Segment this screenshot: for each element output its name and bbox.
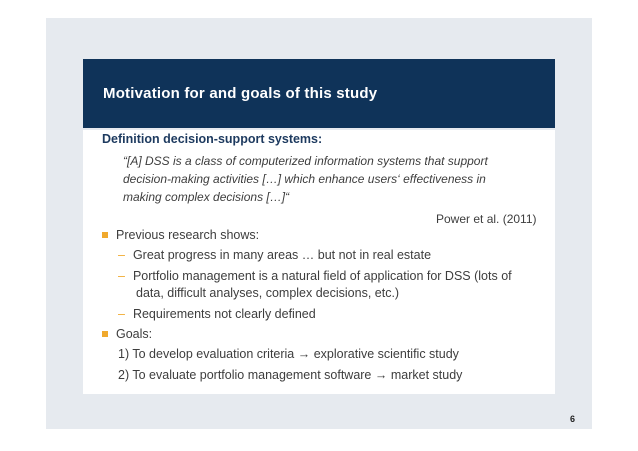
bullet-previous-research	[102, 228, 259, 242]
bullet-goals	[102, 327, 152, 341]
sub-item-text: Portfolio management is a natural field of application for DSS (lots of	[132, 269, 512, 283]
quote-line: decision-making activities […] which enhance users‘ effectiveness in	[123, 172, 486, 186]
sub-item-text: Requirements not clearly defined	[132, 307, 316, 321]
dash-icon: –	[118, 248, 125, 262]
bullet-square-icon	[102, 331, 108, 337]
goal-item	[118, 368, 462, 382]
goal-text: 1) To develop evaluation criteria	[118, 347, 298, 361]
bullet-label: Previous research shows:	[116, 228, 260, 242]
sub-item	[118, 269, 512, 283]
slide-title: Motivation for and goals of this study	[103, 85, 378, 102]
citation: Power et al. (2011)	[436, 212, 537, 226]
goal-text: 2) To evaluate portfolio management software	[118, 368, 375, 382]
dash-icon: –	[118, 307, 125, 321]
sub-item-text: Great progress in many areas … but not in real estate	[132, 248, 432, 262]
definition-heading: Definition decision-support systems:	[102, 132, 323, 146]
sub-item-continuation: data, difficult analyses, complex decisions, etc.)	[136, 286, 400, 300]
dash-icon: –	[118, 269, 125, 283]
page-number: 6	[570, 414, 576, 424]
goal-item	[118, 347, 459, 361]
sub-item	[118, 248, 431, 262]
quote-line: “[A] DSS is a class of computerized information systems that support	[123, 154, 488, 168]
quote-line: making complex decisions […]“	[123, 190, 290, 204]
title-bar	[83, 59, 555, 128]
goal-target: explorative scientific study	[310, 347, 459, 361]
arrow-right-icon: →	[297, 347, 311, 361]
bullet-label: Goals:	[116, 327, 153, 341]
bullet-square-icon	[102, 232, 108, 238]
goal-target: market study	[387, 368, 463, 382]
arrow-right-icon: →	[374, 368, 388, 382]
dss-definition-quote	[123, 152, 537, 226]
sub-item	[118, 307, 316, 321]
